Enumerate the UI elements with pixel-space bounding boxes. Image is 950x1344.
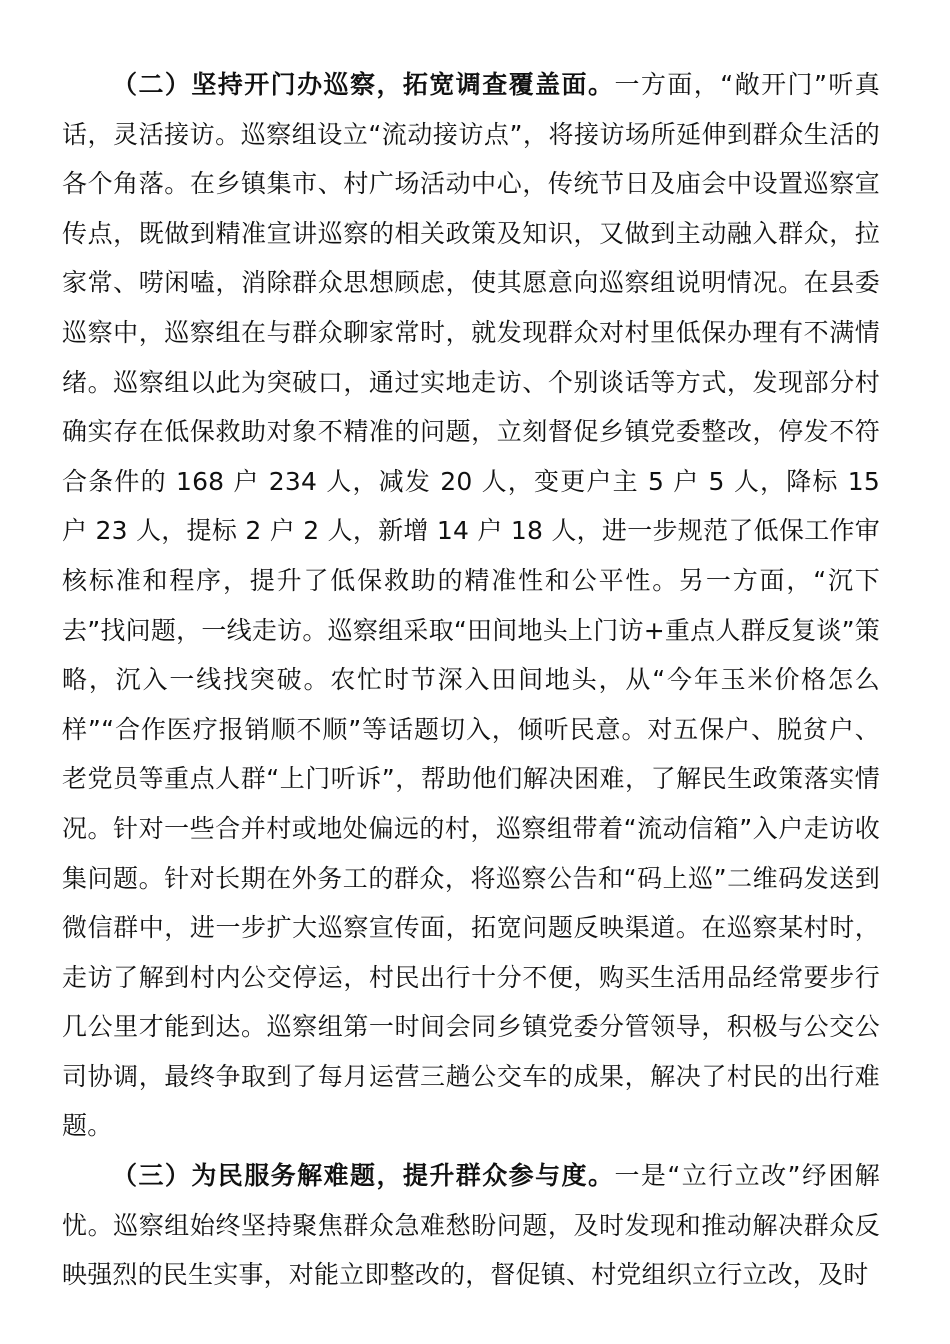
paragraph-body-2: 一方面，“敞开门”听真话，灵活接访。巡察组设立“流动接访点”，将接访场所延伸到群众生活的各个角落。在乡镇集市、村广场活动中心，传统节日及庙会中设置巡察宣传点，既做到精准宣讲巡察的相关政策及知识，又做到主动融入群众，拉家常、唠闲嗑，消除群众思想顾虑，使其愿意向巡察组说明情况。在县委巡察中，巡察组在与群众聊家常时，就发现群众对村里低保办理有不满情绪。巡察组以此为突破口，通过实地走访、个别谈话等方式，发现部分村确实存在低保救助对象不精准的问题，立刻督促乡镇党委整改，停发不符合条件的 168 户 234 人，减发 20 人，变更户主 5 户 5 人，降标 15 户 23 人，提标 2 户 2 人，新增 14 户 18 人，进一步规范了低保工作审核标准和程序，提升了低保救助的精准性和公平性。另一方面，“沉下去”找问题，一线走访。巡察组采取“田间地头上门访+重点人群反复谈”策略，沉入一线找突破。农忙时节深入田间地头，从“今年玉米价格怎么样”“合作医疗报销顺不顺”等话题切入，倾听民意。对五保户、脱贫户、老党员等重点人群“上门听诉”，帮助他们解决困难，了解民生政策落实情况。针对一些合并村或地处偏远的村，巡察组带着“流动信箱”入户走访收集问题。针对长期在外务工的群众，将巡察公告和“码上巡”二维码发送到微信群中，进一步扩大巡察宣传面，拓宽问题反映渠道。在巡察某村时，走访了解到村内公交停运，村民出行十分不便，购买生活用品经常要步行几公里才能到达。巡察组第一时间会同乡镇党委分管领导，积极与公交公司协调，最终争取到了每月运营三趟公交车的成果，解决了村民的出行难题。 [62, 70, 880, 1141]
paragraph-body-3: 一是“立行立改”纾困解忧。巡察组始终坚持聚焦群众急难愁盼问题，及时发现和推动解决群众反映强烈的民生实事，对能立即整改的，督促镇、村党组织立行立改，及时 [62, 1161, 880, 1290]
paragraph-serve-people [62, 1151, 880, 1300]
document-page [62, 60, 880, 1300]
section-heading-3: （三）为民服务解难题，提升群众参与度。 [112, 1161, 615, 1191]
section-heading-2: （二）坚持开门办巡察，拓宽调查覆盖面。 [112, 70, 615, 99]
paragraph-inspection-open-door [62, 60, 880, 1151]
